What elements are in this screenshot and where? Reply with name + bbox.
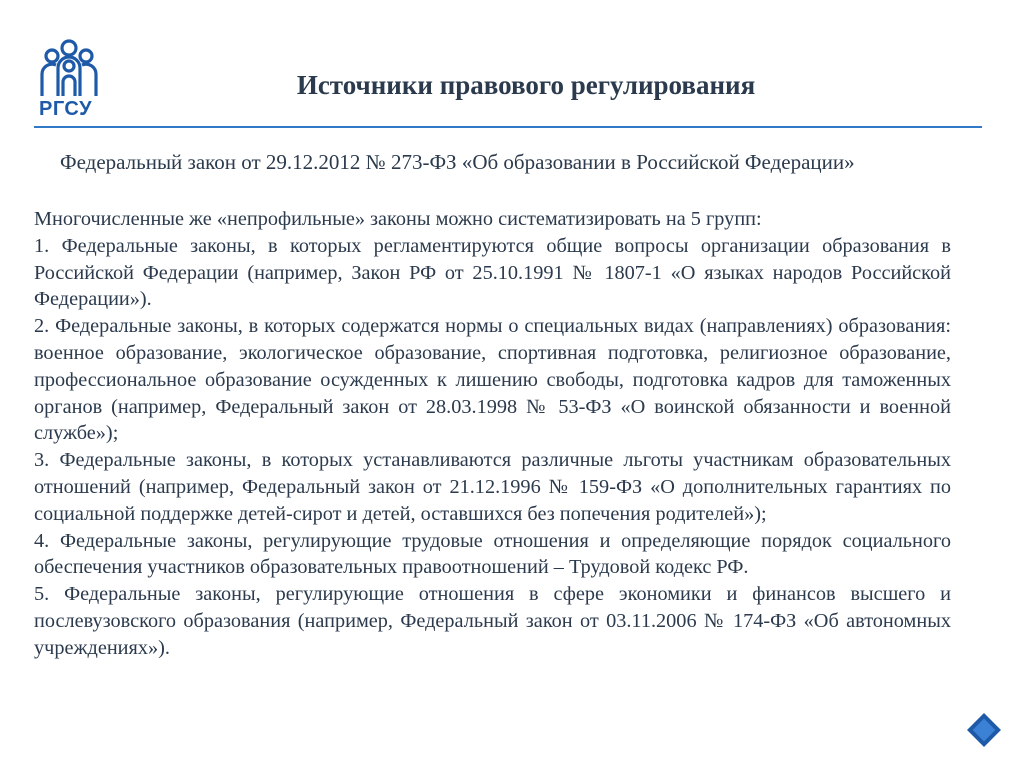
diamond-nav-icon[interactable] <box>966 712 1002 748</box>
group-item-5: 5. Федеральные законы, регулирующие отношения в сфере экономики и финансов высшего и послевузовского образования (например, Федеральный закон от 03.11.2006 № 174-ФЗ «Об автономных учреждениях»). <box>34 583 951 659</box>
law-reference: Федеральный закон от 29.12.2012 № 273-ФЗ «Об образовании в Российской Федерации» <box>60 150 855 174</box>
logo-text: РГСУ <box>39 98 93 120</box>
title-divider <box>34 126 982 128</box>
group-item-3: 3. Федеральные законы, в которых устанавливаются различные льготы участникам образовательных отношений (например, Федеральный закон от 21.12.1996 № 159-ФЗ «О дополнительных гарантиях по социальной поддержке детей-сирот и детей, оставшихся без попечения родителей»); <box>34 449 951 525</box>
groups-intro: Многочисленные же «непрофильные» законы можно систематизировать на 5 групп: <box>34 208 762 230</box>
page-title: Источники правового регулирования <box>296 70 756 100</box>
group-item-2: 2. Федеральные законы, в которых содержатся нормы о специальных видах (направлениях) образования: военное образование, экологическое образование, спортивная подготовка, религиозное образование, профессиональное образование осужденных к лишению свободы, подготовка кадров для таможенных органов (например, Федеральный закон от 28.03.1998 № 53-ФЗ «О воинской обязанности и военной службе»); <box>34 315 951 445</box>
law-groups-text <box>34 206 951 662</box>
group-item-1: 1. Федеральные законы, в которых регламентируются общие вопросы организации образования в Российской Федерации (например, Закон РФ от 25.10.1991 № 1807-1 «О языках народов Российской Федерации»). <box>34 234 951 311</box>
group-item-4: 4. Федеральные законы, регулирующие трудовые отношения и определяющие порядок социального обеспечения участников образовательных правоотношений – Трудовой кодекс РФ. <box>34 529 951 579</box>
